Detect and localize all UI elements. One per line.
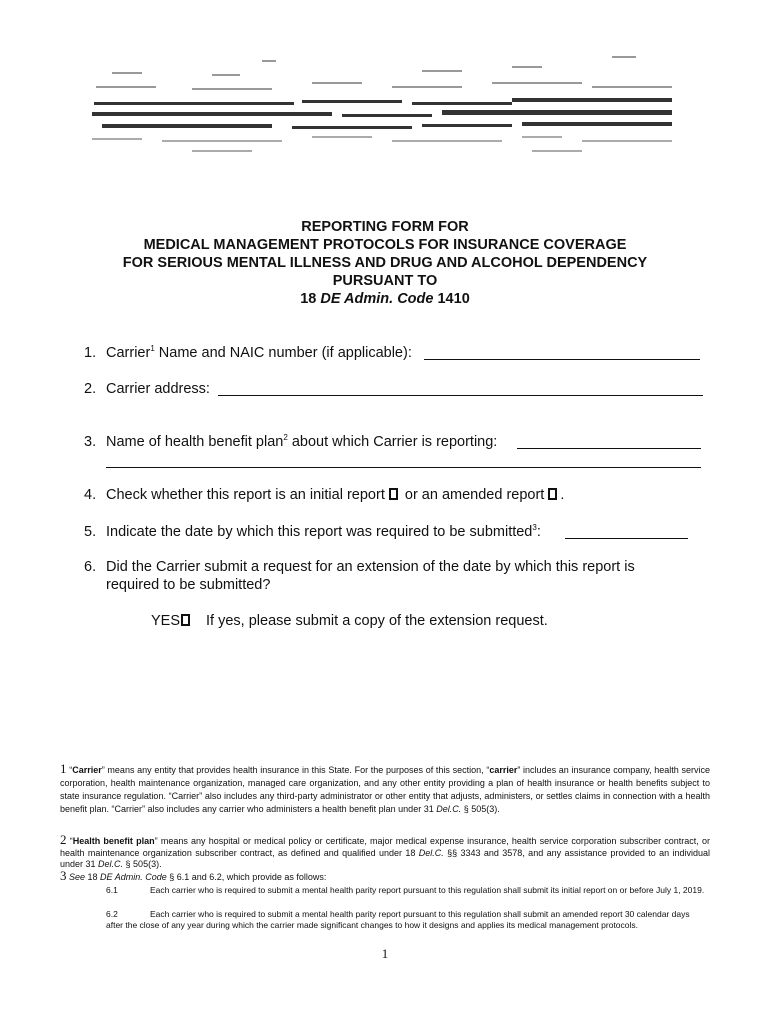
question-text-end: .	[560, 487, 565, 503]
health-plan-name-field-line-2[interactable]	[106, 467, 701, 468]
question-text: Check whether this report is an initial report	[106, 487, 385, 503]
question-2	[84, 380, 210, 398]
footnote-number: 2	[60, 832, 67, 847]
footnote-3-item-6-2	[106, 909, 706, 931]
question-number: 6.	[84, 559, 97, 575]
section-text: Each carrier who is required to submit a mental health parity report pursuant to this regulation shall submit its initial report on or before July 1, 2019.	[150, 885, 705, 895]
question-text: Carrier	[106, 345, 151, 361]
footnote-citation: DE Admin. Code	[100, 872, 167, 882]
question-1	[84, 344, 412, 362]
title-code-suffix: 1410	[433, 291, 470, 307]
question-text: Name and NAIC number (if applicable):	[154, 345, 412, 361]
form-title-line-4: PURSUANT TO	[332, 273, 438, 289]
footnote-3	[60, 870, 710, 884]
footnote-see: See	[69, 872, 86, 882]
title-code-prefix: 18	[300, 291, 321, 307]
initial-report-checkbox[interactable]	[389, 488, 398, 500]
page-number: 1	[381, 946, 389, 961]
extension-note: If yes, please submit a copy of the extension request.	[206, 613, 548, 629]
footnote-citation: Del.C.	[418, 847, 444, 858]
question-4	[84, 486, 564, 504]
form-title-line-1: REPORTING FORM FOR	[301, 219, 469, 235]
required-date-field[interactable]	[565, 538, 688, 539]
question-3	[84, 433, 497, 451]
footnote-citation: Del.C.	[98, 859, 124, 869]
question-6-line-2: required to be submitted?	[106, 577, 271, 593]
question-number: 1.	[84, 345, 97, 361]
question-5	[84, 523, 541, 541]
question-text: Indicate the date by which this report was required to be submitted	[106, 524, 533, 540]
question-6	[84, 558, 635, 576]
section-text: Each carrier who is required to submit a mental health parity report pursuant to this regulation shall submit an amended report 30 calendar days after the close of any year during which the carrier made significant changes to how it designs and applies its medical management protocols.	[106, 909, 690, 930]
footnote-text: § 505(3).	[123, 859, 162, 869]
form-title-line-3: FOR SERIOUS MENTAL ILLNESS AND DRUG AND ALCOHOL DEPENDENCY	[122, 255, 648, 271]
footnote-text: § 505(3).	[461, 804, 500, 814]
question-text: Carrier address:	[106, 381, 210, 397]
question-text: Did the Carrier submit a request for an extension of the date by which this report is	[106, 559, 635, 575]
footnote-term: carrier	[489, 765, 518, 775]
footnote-text: §§ 3343 and 3578, and any assistance provided to an individual under 31	[60, 847, 710, 869]
question-text: or an amended report	[400, 487, 545, 503]
footnote-number: 1	[60, 761, 67, 776]
footnote-text: ” includes an insurance company, health service corporation, health maintenance organization, managed care organization, and any other entity providing a plan of health insurance or health benefits subject to state insurance regulation. “Carrier” also includes any third-party administrator or other entity that adjusts, administers, or settles claims in connection with a health benefit plan. “Carrier” also includes any carrier who administers a health benefit plan under 31	[60, 765, 710, 814]
health-plan-name-field[interactable]	[517, 448, 701, 449]
carrier-address-field[interactable]	[218, 395, 703, 396]
footnote-number: 3	[60, 868, 67, 883]
footnote-1: 1 “Carrier” means any entity that provides health insurance in this State. For the purposes of this section, “carrier” includes an insurance company, health service corporation, health maintenance organization, managed care organization, and any other entity providing a plan of health insurance or health benefits subject to state insurance regulation. “Carrier” also includes any third-party administrator or other entity that adjusts, administers, or settles claims in connection with a health benefit plan. “Carrier” also includes any carrier who administers a health benefit plan under 31 Del.C. § 505(3).	[60, 761, 710, 814]
question-number: 5.	[84, 524, 97, 540]
footnote-ref-3: 3	[532, 523, 537, 533]
footnote-text: ” means any hospital or medical policy or certificate, major medical expense insurance, health service corporation subscriber contract, or health maintenance organization subscriber contract, as defined and qualified under 18	[60, 836, 711, 858]
title-code-italic: DE Admin. Code	[320, 291, 434, 307]
footnote-2: 2 “Health benefit plan” means any hospital or medical policy or certificate, major medical expense insurance, health service corporation subscriber contract, or health maintenance organization subscriber contract, as defined and qualified under 18 Del.C. §§ 3343 and 3578, and any assistance provided to an individual under 31 Del.C. § 505(3).	[60, 832, 711, 869]
footnote-term: Carrier	[72, 765, 102, 775]
section-number: 6.2	[106, 909, 118, 919]
question-text: about which Carrier is reporting:	[287, 434, 498, 450]
section-number: 6.1	[106, 885, 118, 895]
footnote-term: Health benefit plan	[72, 836, 155, 846]
question-number: 4.	[84, 487, 97, 503]
carrier-name-field[interactable]	[424, 359, 700, 360]
footnote-text: § 6.1 and 6.2, which provide as follows:	[166, 872, 327, 882]
question-text: :	[536, 524, 541, 540]
footnote-text: means any entity that provides health insurance in this State. For the purposes of this section, “	[104, 765, 490, 775]
letterhead-logo	[92, 52, 682, 157]
form-title-line-2: MEDICAL MANAGEMENT PROTOCOLS FOR INSURANCE COVERAGE	[143, 237, 627, 253]
form-title-code	[0, 290, 770, 308]
yes-option	[151, 612, 548, 630]
footnote-text: 18	[85, 872, 101, 882]
extension-yes-checkbox[interactable]	[181, 614, 190, 626]
yes-label: YES	[151, 613, 181, 629]
footnote-ref-2: 2	[283, 433, 288, 443]
footnote-ref-1: 1	[150, 344, 155, 354]
question-number: 3.	[84, 434, 97, 450]
amended-report-checkbox[interactable]	[548, 488, 557, 500]
question-number: 2.	[84, 381, 97, 397]
question-text: Name of health benefit plan	[106, 434, 284, 450]
footnote-citation: Del.C.	[436, 804, 462, 814]
footnote-3-item-6-1	[106, 885, 706, 896]
